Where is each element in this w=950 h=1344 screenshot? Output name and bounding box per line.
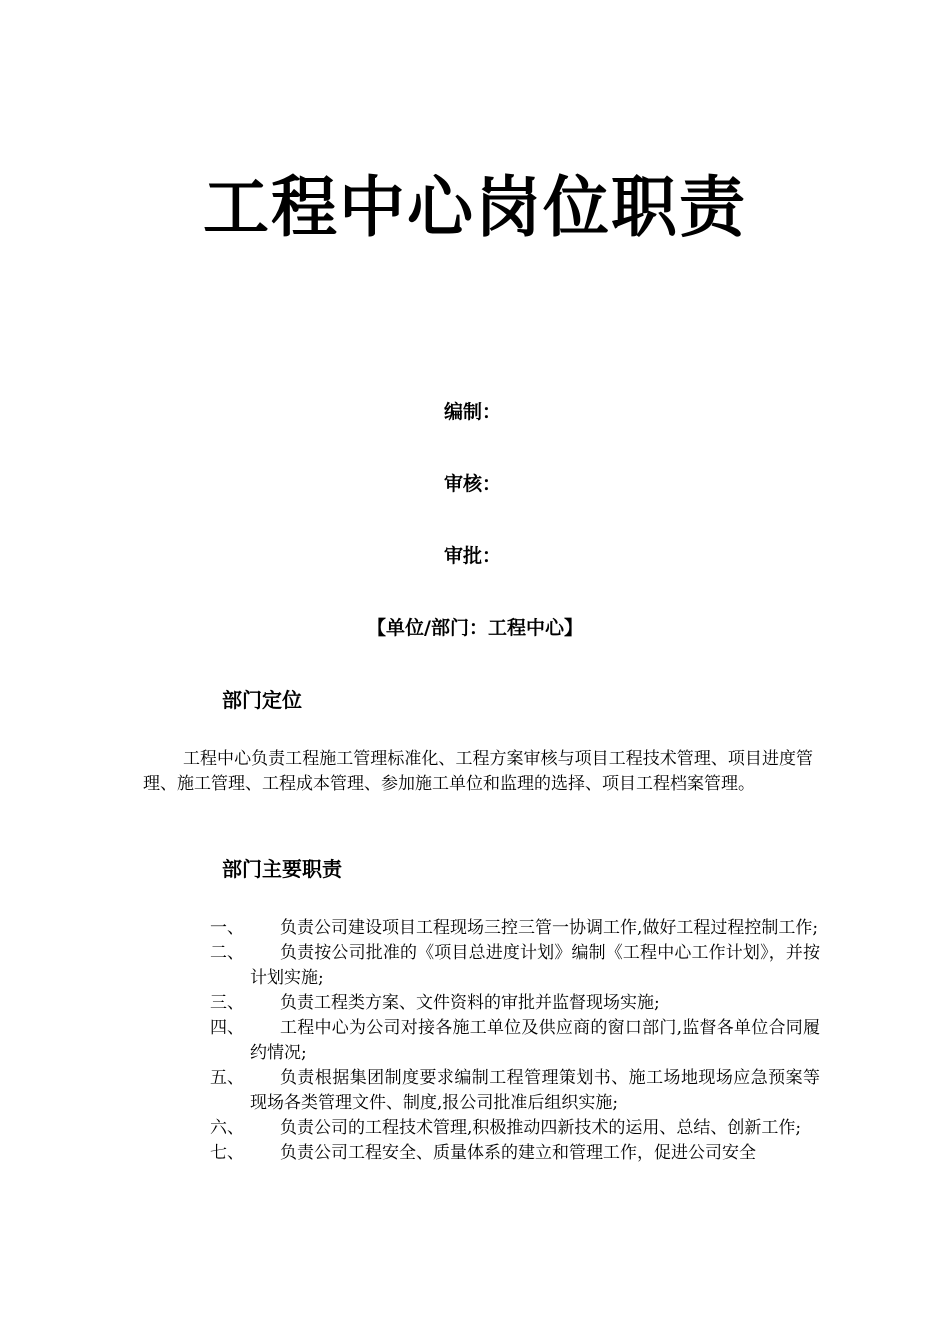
list-item-text: 工程中心为公司对接各施工单位及供应商的窗口部门,监督各单位合同履约情况; xyxy=(250,1018,820,1063)
document-title: 工程中心岗位职责 xyxy=(203,169,747,246)
list-item-number: 一、 xyxy=(210,918,244,938)
list-item-number: 七、 xyxy=(210,1143,244,1163)
section-heading-positioning: 部门定位 xyxy=(222,688,302,712)
list-item-text: 负责根据集团制度要求编制工程管理策划书、施工场地现场应急预案等现场各类管理文件、制度,报公司批准后组织实施; xyxy=(250,1068,820,1113)
list-item xyxy=(210,1066,820,1116)
list-item-text: 负责公司工程安全、质量体系的建立和管理工作，促进公司安全 xyxy=(280,1143,756,1163)
list-item xyxy=(210,1016,820,1066)
section-heading-responsibilities: 部门主要职责 xyxy=(222,857,342,881)
list-item-number: 五、 xyxy=(210,1068,244,1088)
list-item-number: 六、 xyxy=(210,1118,244,1138)
list-item-text: 负责工程类方案、文件资料的审批并监督现场实施; xyxy=(280,993,660,1013)
list-item-text: 负责公司建设项目工程现场三控三管一协调工作,做好工程过程控制工作; xyxy=(280,918,819,938)
unit-department-line: 【单位/部门：工程中心】 xyxy=(367,617,583,639)
list-item-number: 四、 xyxy=(210,1018,244,1038)
approved-by-label: 审批： xyxy=(444,545,502,567)
list-item xyxy=(210,991,820,1016)
list-item xyxy=(210,1141,820,1166)
list-item-text: 负责公司的工程技术管理,积极推动四新技术的运用、总结、创新工作; xyxy=(280,1118,802,1138)
list-item-text: 负责按公司批准的《项目总进度计划》编制《工程中心工作计划》，并按计划实施; xyxy=(250,943,820,988)
positioning-paragraph: 工程中心负责工程施工管理标准化、工程方案审核与项目工程技术管理、项目进度管理、施工管理、工程成本管理、参加施工单位和监理的选择、项目工程档案管理。 xyxy=(143,749,813,794)
reviewed-by-label: 审核： xyxy=(444,473,502,495)
list-item-number: 三、 xyxy=(210,993,244,1013)
list-item xyxy=(210,941,820,991)
responsibility-list xyxy=(210,916,820,1166)
list-item xyxy=(210,916,820,941)
prepared-by-label: 编制： xyxy=(444,401,502,423)
list-item-number: 二、 xyxy=(210,943,244,963)
list-item xyxy=(210,1116,820,1141)
